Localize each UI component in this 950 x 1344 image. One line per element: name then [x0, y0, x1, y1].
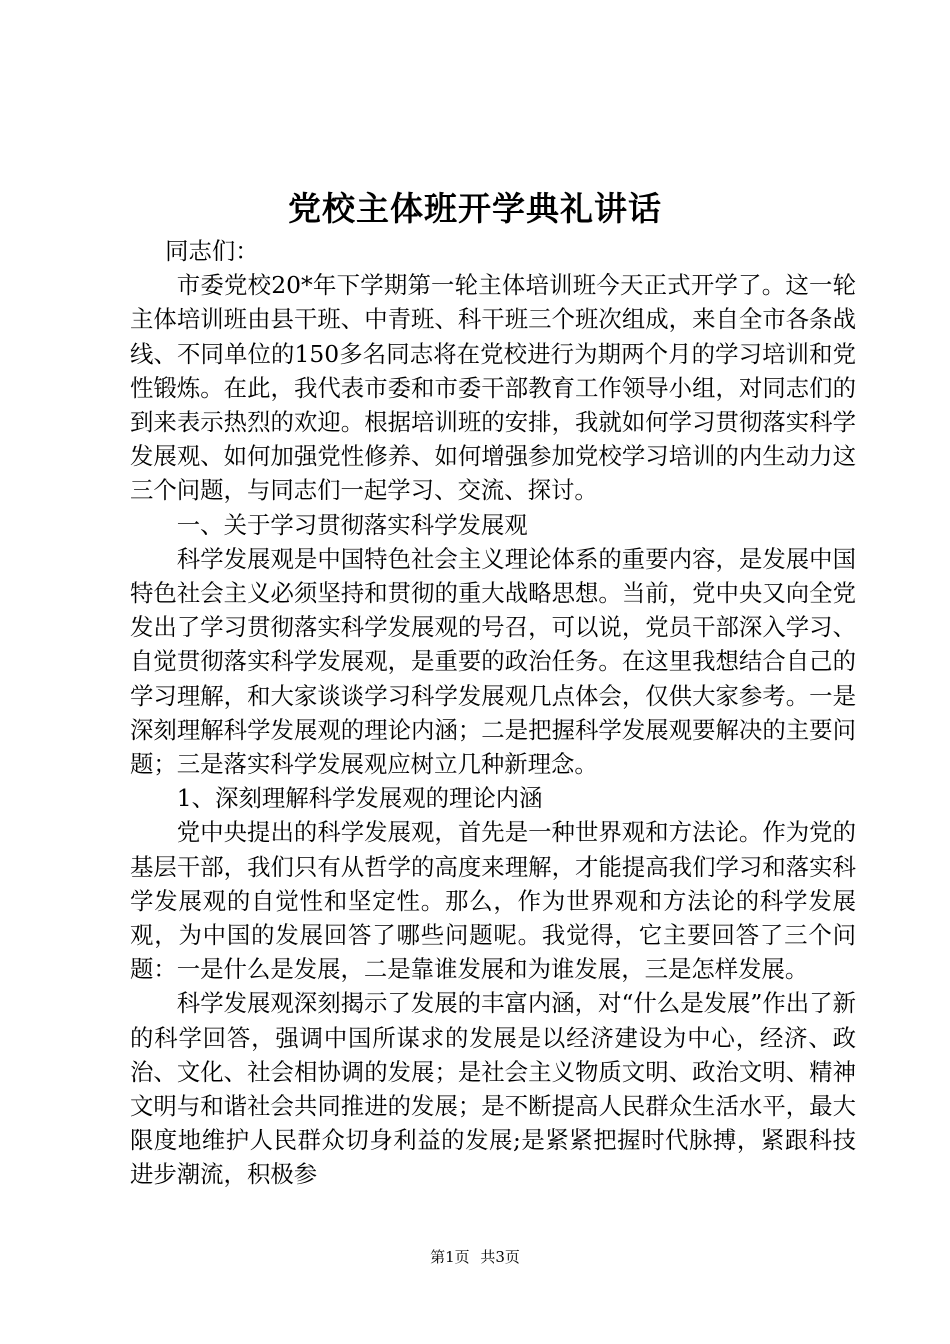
- section-heading-1: 一、关于学习贯彻落实科学发展观: [176, 510, 528, 539]
- paragraph-intro: 市委党校20*年下学期第一轮主体培训班今天正式开学了。这一轮主体培训班由县干班、中青班、科干班三个班次组成，来自全市各条战线、不同单位的150多名同志将在党校进行为期两个月的学习培训和党性锻炼。在此，我代表市委和市委干部教育工作领导小组，对同志们的到来表示热烈的欢迎。根据培训班的安排，我就如何学习贯彻落实科学发展观、如何加强党性修养、如何增强参加党校学习培训的内生动力这三个问题，与同志们一起学习、交流、探讨。: [130, 271, 856, 505]
- paragraph-subsection-1: 党中央提出的科学发展观，首先是一种世界观和方法论。作为党的基层干部，我们只有从哲学的高度来理解，才能提高我们学习和落实科学发展观的自觉性和坚定性。那么，作为世界观和方法论的科学发展观，为中国的发展回答了哪些问题呢。我觉得，它主要回答了三个问题：一是什么是发展，二是靠谁发展和为谁发展，三是怎样发展。: [130, 818, 856, 984]
- paragraph-development-meaning: 科学发展观深刻揭示了发展的丰富内涵，对“什么是发展”作出了新的科学回答，强调中国所谋求的发展是以经济建设为中心，经济、政治、文化、社会相协调的发展；是社会主义物质文明、政治文明、精神文明与和谐社会共同推进的发展；是不断提高人民群众生活水平，最大限度地维护人民群众切身利益的发展;是紧紧把握时代脉搏，紧跟科技进步潮流，积极参: [130, 989, 856, 1189]
- page-footer: [0, 1246, 950, 1267]
- paragraph-section-1: 科学发展观是中国特色社会主义理论体系的重要内容，是发展中国特色社会主义必须坚持和贯彻的重大战略思想。当前，党中央又向全党发出了学习贯彻落实科学发展观的号召，可以说，党员干部深入学习、自觉贯彻落实科学发展观，是重要的政治任务。在这里我想结合自己的学习理解，和大家谈谈学习科学发展观几点体会，仅供大家参考。一是深刻理解科学发展观的理论内涵；二是把握科学发展观要解决的主要问题；三是落实科学发展观应树立几种新理念。: [130, 544, 856, 779]
- document-title: 党校主体班开学典礼讲话: [288, 189, 662, 228]
- salutation: 同志们：: [165, 237, 259, 265]
- page-number: 第1页: [430, 1248, 470, 1266]
- document-body: [130, 234, 856, 1192]
- subsection-heading-1: 1、深刻理解科学发展观的理论内涵: [176, 784, 543, 813]
- page-total: 共3页: [480, 1248, 520, 1266]
